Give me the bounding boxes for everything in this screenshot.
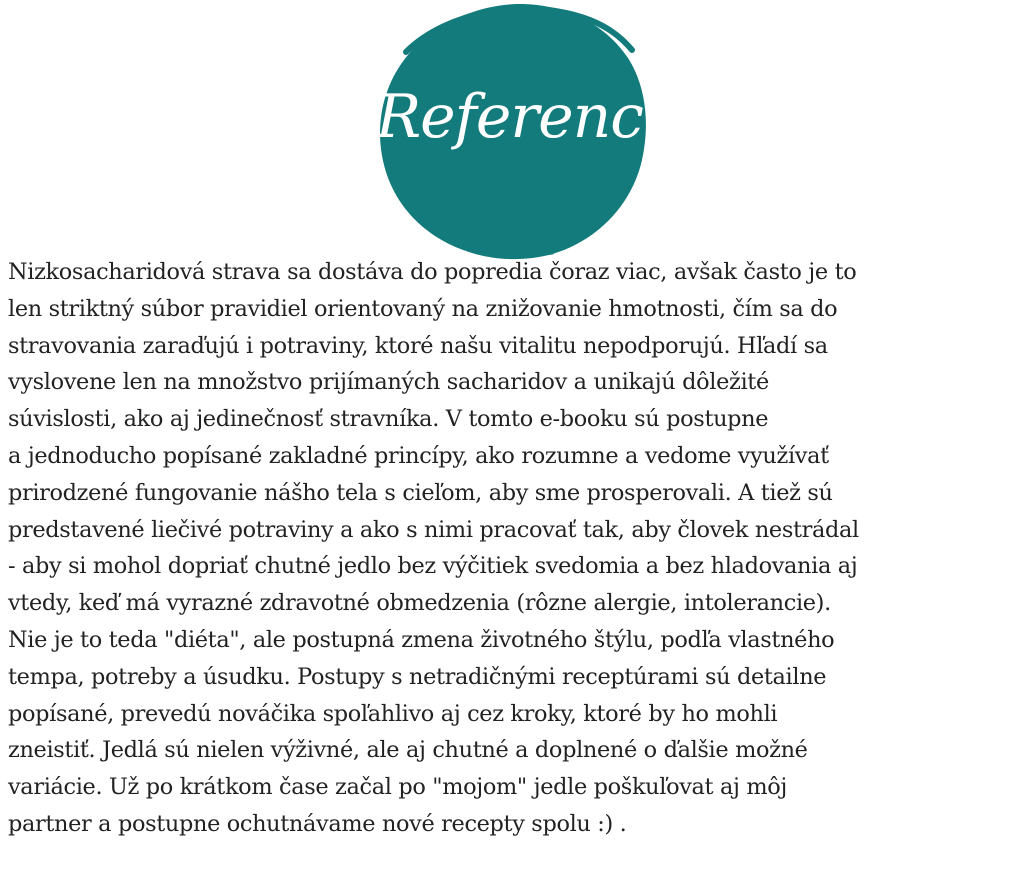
text-line: Nizkosacharidová strava sa dostáva do popredia čoraz viac, avšak často je to (8, 259, 857, 285)
text-line: súvislosti, ako aj jedinečnosť stravníka. V tomto e-booku sú postupne (8, 406, 769, 433)
text-line: vyslovene len na množstvo prijímaných sacharidov a unikajú dôležité (8, 369, 769, 396)
text-line: a jednoducho popísané zakladné princípy, ako rozumne a vedome využívať (8, 442, 829, 469)
testimonial-text (8, 254, 1020, 843)
text-line: Nie je to teda "diéta", ale postupná zmena životného štýlu, podľa vlastného (8, 626, 835, 653)
text-line: prirodzené fungovanie nášho tela s cieľom, aby sme prosperovali. A tiež sú (8, 479, 833, 506)
text-line: vtedy, keď má vyrazné zdravotné obmedzenia (rôzne alergie, intolerancie). (8, 590, 831, 617)
referencie-badge (376, 0, 696, 262)
text-line: len striktný súbor pravidiel orientovaný na znižovanie hmotnosti, čím sa do (8, 295, 838, 322)
text-line: stravovania zaraďujú i potraviny, ktoré našu vitalitu nepodporujú. Hľadí sa (8, 332, 828, 359)
text-line: predstavené liečivé potraviny a ako s nimi pracovať tak, aby človek nestrádal (8, 516, 859, 543)
text-line: partner a postupne ochutnávame nové recepty spolu :) . (8, 810, 627, 837)
text-line: zneistiť. Jedlá sú nielen výživné, ale aj chutné a doplnené o ďalšie možné (8, 737, 808, 764)
text-line: popísané, prevedú nováčika spoľahlivo aj cez kroky, ktoré by ho mohli (8, 700, 778, 727)
text-line: tempa, potreby a úsudku. Postupy s netradičnými receptúrami sú detailne (8, 663, 827, 690)
badge-title: Referencie (376, 82, 696, 152)
text-line: - aby si mohol dopriať chutné jedlo bez výčitiek svedomia a bez hladovania aj (8, 553, 858, 580)
text-line: variácie. Už po krátkom čase začal po "mojom" jedle poškuľovat aj môj (8, 774, 788, 801)
